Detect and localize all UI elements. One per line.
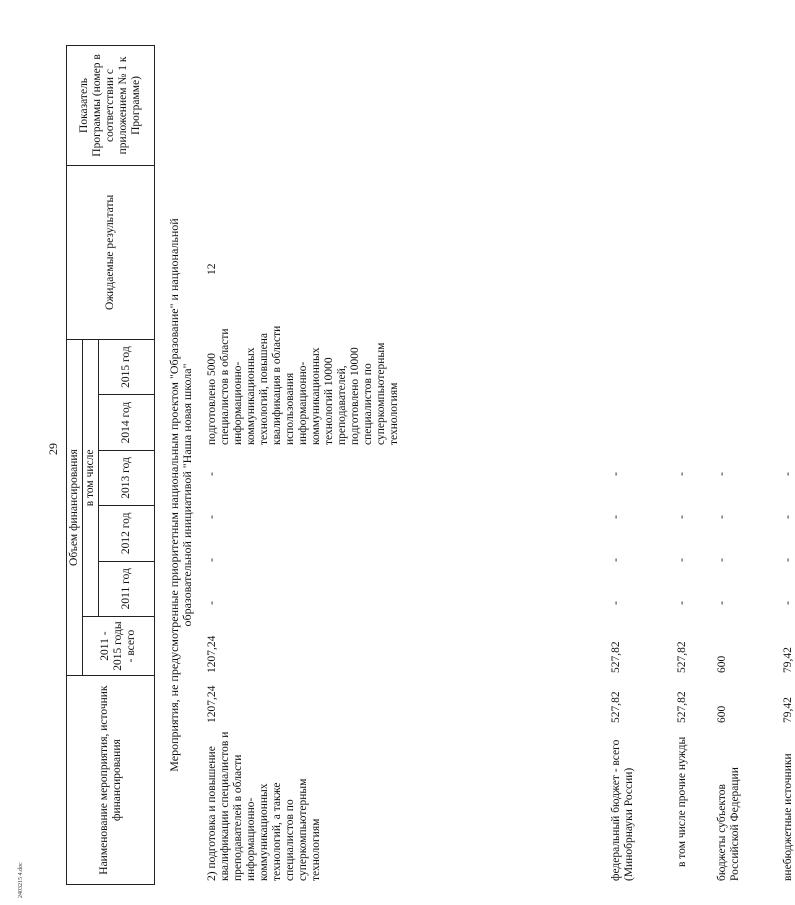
row-2015: - — [206, 472, 218, 476]
row-2011: 600 — [716, 655, 728, 673]
row-2014: - — [782, 515, 794, 519]
row-2013: - — [676, 558, 688, 562]
header-year-2014: 2014 год — [99, 395, 155, 450]
row-2012: - — [782, 601, 794, 605]
header-table — [66, 45, 155, 885]
row-2013: - — [782, 558, 794, 562]
row-2013: - — [206, 558, 218, 562]
row-2014: - — [716, 515, 728, 519]
table-row — [782, 45, 795, 885]
document-id: 2403215 4.doc — [18, 862, 24, 898]
row-2011: 527,82 — [676, 641, 688, 673]
row-total: 1207,24 — [206, 685, 218, 723]
row-2015: - — [716, 472, 728, 476]
row-total: 527,82 — [610, 691, 622, 723]
section-title: Мероприятия, не предусмотренные приоритетным национальным проектом "Образование" и национальной образовательной инициативой "Наша новая школа" — [167, 218, 194, 772]
header-year-2015: 2015 год — [99, 339, 155, 394]
row-2014: - — [610, 515, 622, 519]
row-2011: 527,82 — [610, 641, 622, 673]
table-row — [610, 45, 636, 885]
rotated-page — [66, 45, 794, 885]
row-name: внебюджетные источники — [782, 753, 794, 881]
header-incl: в том числе — [83, 339, 99, 616]
header-funding: Объем финансирования — [67, 339, 83, 675]
row-2012: - — [206, 601, 218, 605]
row-name: 2) подготовка и повышение квалификации специалистов и преподавателей в области информационно-коммуникационных технологий, а также специалистов по суперкомпьютерным технологиям — [206, 731, 322, 881]
header-year-2013: 2013 год — [99, 450, 155, 505]
row-name: в том числе прочие нужды — [676, 736, 688, 867]
row-total: 79,42 — [782, 697, 794, 723]
row-name: бюджеты субъектов Российской Федерации — [716, 767, 741, 881]
row-2013: - — [610, 558, 622, 562]
header-year-2011: 2011 год — [99, 561, 155, 616]
header-total: 2011 - 2015 годы - всего — [83, 616, 155, 675]
table-row — [676, 45, 689, 885]
table-row — [716, 45, 742, 885]
row-2014: - — [676, 515, 688, 519]
row-2012: - — [716, 601, 728, 605]
page-number: 29 — [46, 443, 60, 455]
row-2012: - — [610, 601, 622, 605]
row-results: подготовлено 5000 специалистов в области информационно-коммуникационных технологий, повышена квалификация в области использования информационно-коммуникационных технологий 10000 преподавателей, подготовлено 10000 специалистов по суперкомпьютерным технологиям — [206, 325, 400, 445]
row-2015: - — [676, 472, 688, 476]
row-2012: - — [676, 601, 688, 605]
row-2011: 1207,24 — [206, 635, 218, 673]
row-total: 527,82 — [676, 691, 688, 723]
row-2013: - — [716, 558, 728, 562]
header-indicator: Показатель Программы (номер в соответствии с приложением № 1 к Программе) — [67, 46, 155, 166]
header-results: Ожидаемые результаты — [67, 165, 155, 339]
row-2011: 79,42 — [782, 647, 794, 673]
table-row — [206, 45, 401, 885]
row-2015: - — [782, 472, 794, 476]
table-body — [206, 45, 794, 885]
row-2015: - — [610, 472, 622, 476]
row-indicator: 12 — [206, 263, 218, 275]
row-total: 600 — [716, 705, 728, 723]
row-2014: - — [206, 515, 218, 519]
header-name: Наименование мероприятия, источник финансирования — [67, 676, 155, 885]
header-year-2012: 2012 год — [99, 506, 155, 561]
row-name: федеральный бюджет - всего (Минобрнауки России) — [610, 739, 635, 881]
